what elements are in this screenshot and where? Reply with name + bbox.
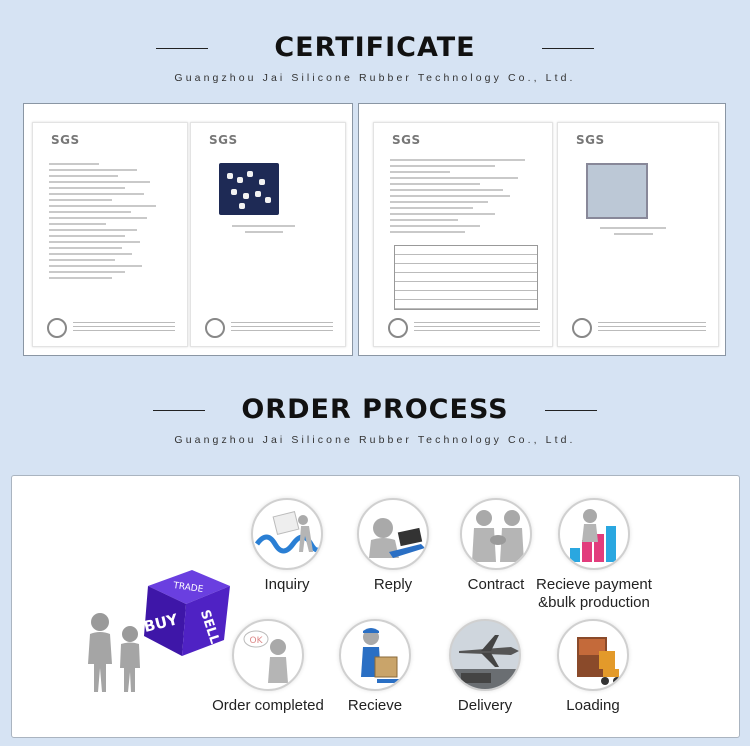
sample-photo xyxy=(586,163,648,219)
step-loading xyxy=(538,619,648,714)
step-label: Order completed xyxy=(212,697,324,714)
airplane-icon xyxy=(449,619,521,691)
step-label: Loading xyxy=(566,697,620,714)
step-delivery xyxy=(430,619,540,714)
title-rule-left xyxy=(153,410,205,411)
step-label: Reply xyxy=(373,576,413,593)
sgs-stamp xyxy=(388,318,408,338)
step-label-line1: Recieve payment xyxy=(536,576,652,593)
step-recieve xyxy=(320,619,430,714)
certificate-document[interactable] xyxy=(557,122,719,347)
title-rule-right xyxy=(542,48,594,49)
step-label: Delivery xyxy=(457,697,513,714)
step-label: Inquiry xyxy=(264,576,310,593)
ok-icon xyxy=(232,619,304,691)
certificate-panel-right xyxy=(358,103,726,356)
svg-text:OK: OK xyxy=(249,636,263,646)
sgs-logo: SGS xyxy=(392,133,421,147)
order-process-subtitle: Guangzhou Jai Silicone Rubber Technology Co., Ltd. xyxy=(174,434,576,446)
certificate-title: CERTIFICATE xyxy=(274,32,476,63)
sample-photo xyxy=(219,163,279,215)
order-process-panel xyxy=(11,475,740,738)
certificate-document[interactable] xyxy=(190,122,346,347)
forklift-icon xyxy=(557,619,629,691)
certificate-header xyxy=(0,32,750,84)
contract-icon xyxy=(460,498,532,570)
inquiry-icon xyxy=(251,498,323,570)
step-label: Recieve xyxy=(347,697,403,714)
cube-buy-text: BUY xyxy=(141,610,180,637)
cube-sell-text: SELL xyxy=(196,608,222,646)
certificate-panel-left xyxy=(23,103,353,356)
step-reply xyxy=(338,498,448,593)
sgs-stamp xyxy=(572,318,592,338)
sgs-stamp xyxy=(47,318,67,338)
reply-icon xyxy=(357,498,429,570)
step-order-completed xyxy=(208,619,328,714)
order-process-header xyxy=(0,394,750,446)
title-rule-right xyxy=(545,410,597,411)
delivery-man-icon xyxy=(339,619,411,691)
certificate-document[interactable] xyxy=(373,122,553,347)
certificate-subtitle: Guangzhou Jai Silicone Rubber Technology Co., Ltd. xyxy=(174,72,576,84)
certificate-document[interactable] xyxy=(32,122,188,347)
step-label: Contract xyxy=(467,576,525,593)
sgs-logo: SGS xyxy=(51,133,80,147)
sgs-logo: SGS xyxy=(576,133,605,147)
step-inquiry xyxy=(232,498,342,593)
payment-icon xyxy=(558,498,630,570)
cube-trade-text: TRADE xyxy=(172,580,204,596)
sgs-logo: SGS xyxy=(209,133,238,147)
step-label xyxy=(530,576,658,612)
order-process-title: ORDER PROCESS xyxy=(241,394,509,425)
step-payment xyxy=(530,498,658,612)
step-label-line2: &bulk production xyxy=(538,594,650,611)
test-results-table xyxy=(394,245,538,310)
title-rule-left xyxy=(156,48,208,49)
sgs-stamp xyxy=(205,318,225,338)
